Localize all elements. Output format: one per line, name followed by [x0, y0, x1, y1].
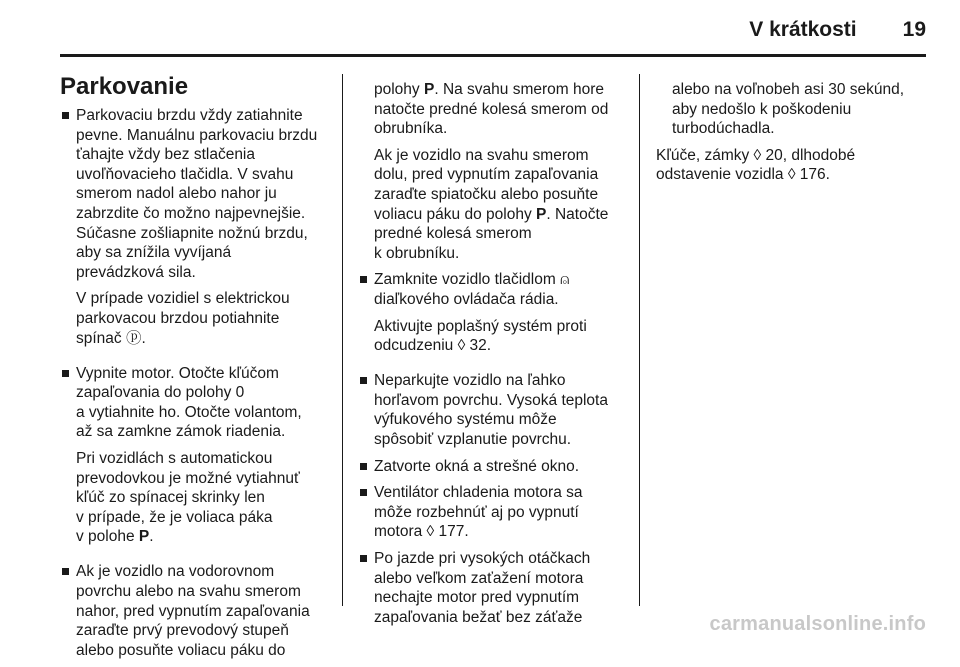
list-item: [358, 483, 626, 542]
bullet-text: Ventilátor chladenia motora sa môže rozbehnúť aj po vypnutí motora ◊ 177.: [358, 483, 626, 542]
bullet-text: Zatvorte okná a strešné okno.: [358, 457, 626, 477]
list-item: [358, 457, 626, 477]
column-divider-1: [342, 74, 343, 606]
header-rule: [60, 54, 926, 57]
bullet-text: Vypnite motor. Otočte kľúčom zapaľovania do polohy 0 a vytiahnite ho. Otočte volantom, až sa zamkne zámok riadenia.: [60, 364, 328, 442]
column-2: [358, 80, 626, 634]
list-item: [60, 562, 328, 660]
list-item: [60, 106, 328, 348]
list-item: [358, 371, 626, 449]
bullet-text: Neparkujte vozidlo na ľahko horľavom povrchu. Vysoká teplota výfukového systému môže spôsobiť vzplanutie povrchu.: [358, 371, 626, 449]
page-number: 19: [902, 18, 926, 41]
watermark: carmanualsonline.info: [709, 613, 926, 635]
list-item: [358, 549, 626, 627]
list-item: [60, 364, 328, 547]
column-3: [656, 80, 926, 192]
column-divider-2: [639, 74, 640, 606]
cross-reference-paragraph: Kľúče, zámky ◊ 20, dlhodobé odstavenie vozidla ◊ 176.: [656, 146, 856, 184]
bullet-subtext: V prípade vozidiel s elektrickou parkovacou brzdou potiahnite spínač ⓟ.: [76, 290, 290, 347]
bullet-text: Ak je vozidlo na vodorovnom povrchu alebo na svahu smerom nahor, pred vypnutím zapaľovania zaraďte prvý prevodový stupeň alebo posuňte voliacu páku do: [60, 562, 328, 660]
continued-text: alebo na voľnobeh asi 30 sekúnd, aby nedošlo k poškodeniu turbodúchadla.: [672, 81, 905, 138]
page-header: [0, 18, 926, 42]
section-title: Parkovanie: [60, 73, 189, 100]
bullet-text: Zamknite vozidlo tlačidlom ⍝ diaľkového ovládača rádia.: [358, 270, 626, 309]
bullet-subtext: Aktivujte poplašný systém proti odcudzeniu ◊ 32.: [374, 317, 587, 355]
column-1: [60, 72, 328, 667]
bullet-subtext: Pri vozidlách s automatickou prevodovkou je možné vytiahnuť kľúč zo spínacej skrinky len v prípade, že je voliaca páka v polohe P.: [76, 450, 300, 546]
section-name: V krátkosti: [749, 18, 857, 41]
bullet-text: Parkovaciu brzdu vždy zatiahnite pevne. Manuálnu parkovaciu brzdu ťahajte vždy bez stlačenia uvoľňovacieho tlačidla. V svahu smerom nadol alebo nahor ju zabrzdite čo možno najpevnejšie. Súčasne zošliapnite nožnú brzdu, aby sa znížila vyvíjaná prevádzková sila.: [60, 106, 328, 282]
list-item: [358, 270, 626, 355]
continued-text: Ak je vozidlo na svahu smerom dolu, pred vypnutím zapaľovania zaraďte spiatočku alebo posuňte voliacu páku do polohy P. Natočte predné kolesá smerom k obrubníku.: [374, 146, 609, 262]
bullet-text: Po jazde pri vysokých otáčkach alebo veľkom zaťažení motora nechajte motor pred vypnutím zapaľovania bežať bez záťaže: [358, 549, 626, 627]
continued-text: polohy P. Na svahu smerom hore natočte predné kolesá smerom od obrubníka.: [374, 81, 609, 138]
